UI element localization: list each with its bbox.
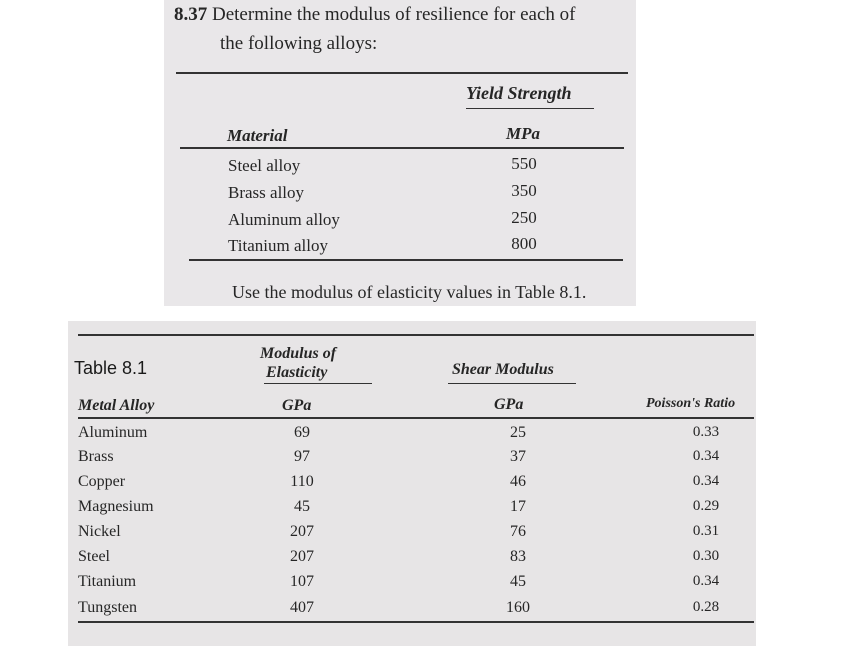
alloy-cell: Titanium bbox=[78, 573, 137, 590]
elasticity-cell: 110 bbox=[290, 473, 314, 490]
elasticity-header-line1: Modulus of bbox=[260, 345, 337, 362]
shear-cell: 37 bbox=[510, 448, 526, 465]
material-header: Material bbox=[227, 126, 288, 145]
elasticity-header-line2: Elasticity bbox=[266, 364, 328, 381]
poisson-cell: 0.33 bbox=[692, 424, 720, 440]
elasticity-unit-header: GPa bbox=[282, 397, 312, 414]
alloy-cell: Brass bbox=[78, 448, 114, 465]
poisson-cell: 0.34 bbox=[692, 448, 720, 464]
yield-header-rule bbox=[466, 108, 594, 109]
table81-top-rule bbox=[78, 334, 754, 336]
shear-cell: 76 bbox=[510, 523, 526, 540]
alloy-cell: Magnesium bbox=[78, 498, 154, 515]
yield-cell: 550 bbox=[511, 154, 537, 173]
poisson-cell: 0.34 bbox=[692, 573, 720, 589]
poisson-header: Poisson's Ratio bbox=[646, 396, 736, 411]
table81-bottom-rule bbox=[78, 621, 754, 623]
yield-cell: 800 bbox=[511, 234, 537, 253]
poisson-cell: 0.34 bbox=[692, 473, 720, 489]
material-cell: Brass alloy bbox=[228, 183, 305, 202]
elasticity-cell: 207 bbox=[290, 548, 314, 565]
problem-statement-line1 bbox=[174, 4, 576, 26]
shear-cell: 160 bbox=[506, 599, 530, 616]
elasticity-cell: 69 bbox=[294, 424, 310, 441]
material-cell: Titanium alloy bbox=[228, 236, 328, 255]
table-photo bbox=[68, 321, 756, 646]
alloy-cell: Steel bbox=[78, 548, 110, 565]
problem-number: 8.37 bbox=[174, 4, 208, 25]
yield-cell: 250 bbox=[511, 208, 537, 227]
shear-cell: 17 bbox=[510, 498, 526, 515]
elasticity-header-rule bbox=[264, 383, 372, 384]
problem-text-1: Determine the modulus of resilience for each of bbox=[212, 4, 576, 25]
yield-strength-header: Yield Strength bbox=[466, 83, 572, 103]
problem-photo bbox=[164, 0, 636, 306]
material-cell: Steel alloy bbox=[228, 156, 301, 175]
table81-header-rule bbox=[78, 417, 754, 419]
poisson-cell: 0.31 bbox=[692, 523, 720, 539]
poisson-cell: 0.29 bbox=[692, 498, 720, 514]
shear-header: Shear Modulus bbox=[452, 361, 554, 378]
shear-cell: 45 bbox=[510, 573, 526, 590]
alloy-header: Metal Alloy bbox=[78, 397, 155, 414]
shear-cell: 46 bbox=[510, 473, 526, 490]
table-top-rule bbox=[176, 72, 628, 74]
alloy-cell: Nickel bbox=[78, 523, 121, 540]
table-bottom-rule bbox=[189, 259, 623, 261]
elasticity-cell: 407 bbox=[290, 599, 314, 616]
elasticity-cell: 107 bbox=[290, 573, 314, 590]
mpa-header: MPa bbox=[506, 124, 540, 143]
header-bottom-rule bbox=[180, 147, 624, 149]
poisson-cell: 0.28 bbox=[692, 599, 720, 615]
yield-cell: 350 bbox=[511, 181, 537, 200]
shear-cell: 83 bbox=[510, 548, 526, 565]
shear-header-rule bbox=[448, 383, 576, 384]
shear-cell: 25 bbox=[510, 424, 526, 441]
elasticity-cell: 207 bbox=[290, 523, 314, 540]
table-caption: Table 8.1 bbox=[74, 358, 148, 378]
poisson-cell: 0.30 bbox=[692, 548, 720, 564]
elasticity-cell: 97 bbox=[294, 448, 310, 465]
material-cell: Aluminum alloy bbox=[228, 210, 340, 229]
alloy-cell: Tungsten bbox=[78, 599, 137, 616]
problem-footer: Use the modulus of elasticity values in Table 8.1. bbox=[232, 282, 587, 302]
elasticity-cell: 45 bbox=[294, 498, 310, 515]
problem-statement-line2: the following alloys: bbox=[220, 33, 378, 54]
shear-unit-header: GPa bbox=[494, 396, 524, 413]
alloy-cell: Copper bbox=[78, 473, 126, 490]
alloy-cell: Aluminum bbox=[78, 424, 148, 441]
